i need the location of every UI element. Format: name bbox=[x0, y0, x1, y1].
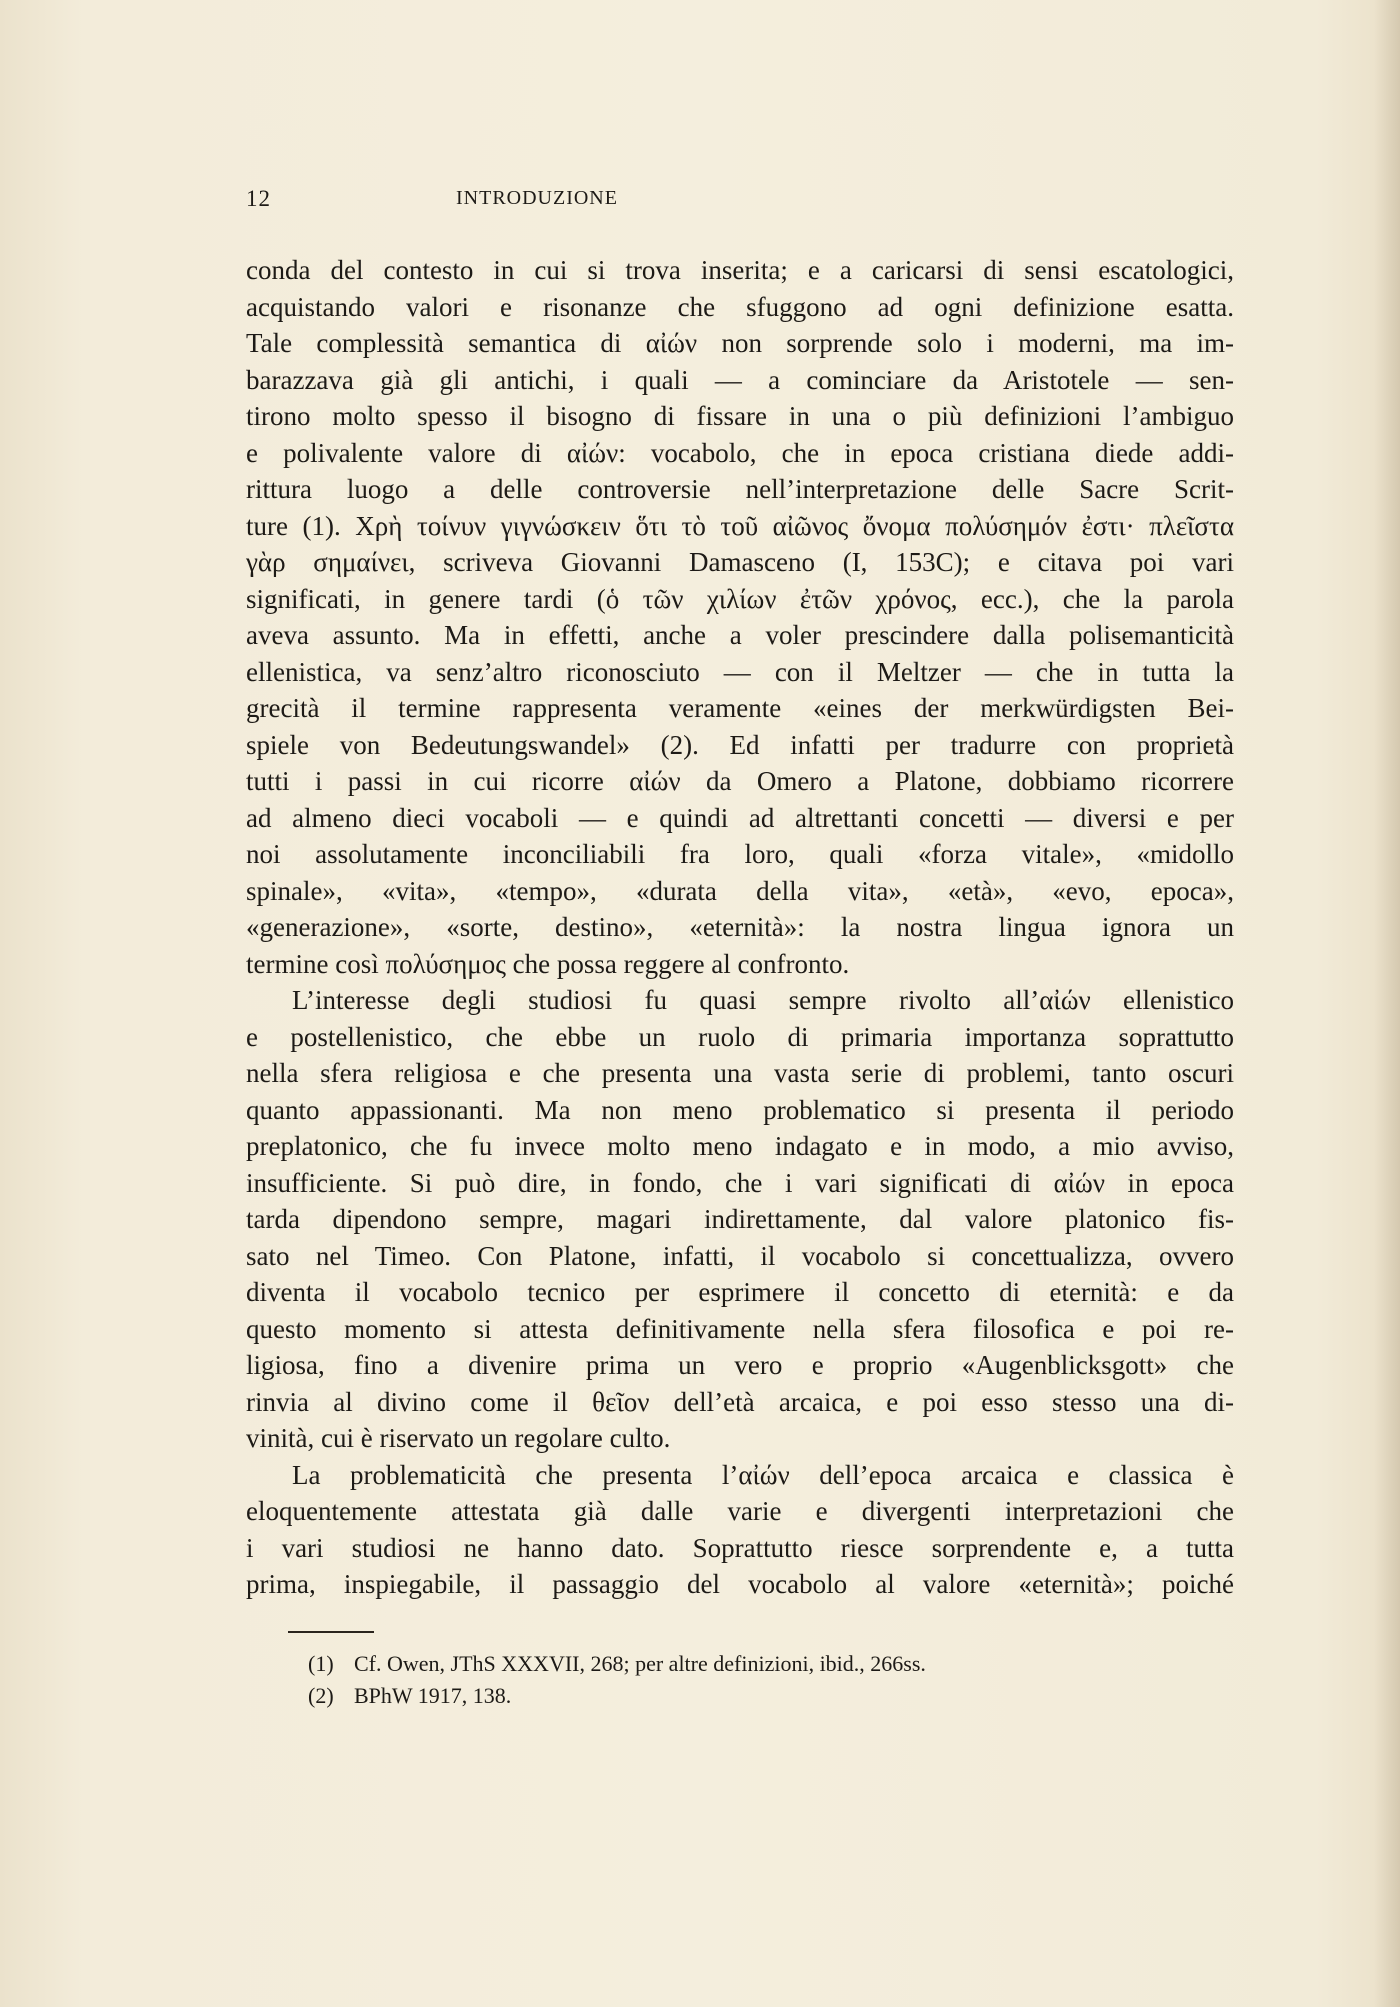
text-line: tarda dipendono sempre, magari indirettamente, dal valore platonico fis- bbox=[246, 1204, 1234, 1234]
text-line: rinvia al divino come il θεῖον dell’età arcaica, e poi esso stesso una di- bbox=[246, 1386, 1234, 1417]
text-line: i vari studiosi ne hanno dato. Soprattutto riesce sorprendente e, a tutta bbox=[246, 1532, 1234, 1563]
text-line: e polivalente valore di αἰών: vocabolo, che in epoca cristiana diede addi- bbox=[246, 437, 1234, 468]
text-line: aveva assunto. Ma in effetti, anche a voler prescindere dalla polisemanticità bbox=[246, 620, 1234, 650]
text-line: significati, in genere tardi (ὁ τῶν χιλίων ἐτῶν χρόνος, ecc.), che la parola bbox=[246, 583, 1234, 614]
text-line: ligiosa, fino a divenire prima un vero e proprio «Augenblicksgott» che bbox=[246, 1350, 1234, 1380]
footnote-text: Cf. Owen, JThS XXXVII, 268; per altre definizioni, ibid., 266ss. bbox=[354, 1651, 926, 1676]
text-line: ad almeno dieci vocaboli — e quindi ad altrettanti concetti — diversi e per bbox=[246, 802, 1234, 833]
running-head: INTRODUZIONE bbox=[456, 187, 618, 209]
text-line: quanto appassionanti. Ma non meno problematico si presenta il periodo bbox=[246, 1094, 1234, 1125]
footnote-divider bbox=[288, 1631, 374, 1633]
text-line: nella sfera religiosa e che presenta una vasta serie di problemi, tanto oscuri bbox=[246, 1058, 1234, 1088]
text-line: noi assolutamente inconciliabili fra loro, quali «forza vitale», «midollo bbox=[246, 839, 1234, 869]
text-line: barazzava già gli antichi, i quali — a cominciare da Aristotele — sen- bbox=[246, 364, 1234, 395]
text-line: prima, inspiegabile, il passaggio del vocabolo al valore «eternità»; poiché bbox=[246, 1569, 1234, 1599]
footnotes bbox=[308, 1648, 1208, 1712]
text-line: eloquentemente attestata già dalle varie e divergenti interpretazioni che bbox=[246, 1496, 1234, 1526]
text-line: sato nel Timeo. Con Platone, infatti, il vocabolo si concettualizza, ovvero bbox=[246, 1240, 1234, 1271]
text-line: e postellenistico, che ebbe un ruolo di primaria importanza soprattutto bbox=[246, 1021, 1234, 1052]
text-line: grecità il termine rappresenta veramente «eines der merkwürdigsten Bei- bbox=[246, 693, 1234, 723]
text-line: conda del contesto in cui si trova inserita; e a caricarsi di sensi escatologici, bbox=[246, 255, 1234, 285]
page-edge-shadow bbox=[1374, 0, 1400, 2007]
text-line: tutti i passi in cui ricorre αἰών da Omero a Platone, dobbiamo ricorrere bbox=[246, 766, 1234, 796]
text-line: spinale», «vita», «tempo», «durata della vita», «età», «evo, epoca», bbox=[246, 875, 1234, 906]
text-line: ellenistica, va senz’altro riconosciuto — con il Meltzer — che in tutta la bbox=[246, 656, 1234, 687]
text-line: La problematicità che presenta l’αἰών dell’epoca arcaica e classica è bbox=[292, 1459, 1234, 1490]
text-line: diventa il vocabolo tecnico per esprimere il concetto di eternità: e da bbox=[246, 1277, 1234, 1307]
page-header bbox=[246, 186, 830, 216]
body-text bbox=[246, 252, 1234, 1603]
text-line: rittura luogo a delle controversie nell’interpretazione delle Sacre Scrit- bbox=[246, 474, 1234, 504]
text-line: γὰρ σημαίνει, scriveva Giovanni Damasceno (I, 153C); e citava poi vari bbox=[246, 547, 1234, 577]
text-line: acquistando valori e risonanze che sfuggono ad ogni definizione esatta. bbox=[246, 291, 1234, 322]
text-line: «generazione», «sorte, destino», «eternità»: la nostra lingua ignora un bbox=[246, 912, 1234, 942]
text-line: L’interesse degli studiosi fu quasi sempre rivolto all’αἰών ellenistico bbox=[292, 985, 1234, 1015]
footnote bbox=[308, 1648, 1208, 1680]
text-line: ture (1). Χρὴ τοίνυν γιγνώσκειν ὅτι τὸ τοῦ αἰῶνος ὄνομα πολύσημόν ἐστι· πλεῖστα bbox=[246, 510, 1234, 541]
text-line: spiele von Bedeutungswandel» (2). Ed infatti per tradurre con proprietà bbox=[246, 729, 1234, 760]
footnote-text: BPhW 1917, 138. bbox=[354, 1683, 512, 1708]
footnote-number: (1) bbox=[308, 1651, 334, 1676]
text-line: tirono molto spesso il bisogno di fissare in una o più definizioni l’ambiguo bbox=[246, 401, 1234, 431]
text-line: vinità, cui è riservato un regolare culto. bbox=[246, 1423, 671, 1453]
footnote bbox=[308, 1680, 1208, 1712]
text-line: questo momento si attesta definitivamente nella sfera filosofica e poi re- bbox=[246, 1313, 1234, 1344]
text-line: Tale complessità semantica di αἰών non sorprende solo i moderni, ma im- bbox=[246, 328, 1234, 358]
page-number: 12 bbox=[246, 186, 271, 211]
text-line: termine così πολύσημος che possa reggere al confronto. bbox=[246, 948, 850, 979]
text-line: preplatonico, che fu invece molto meno indagato e in modo, a mio avviso, bbox=[246, 1131, 1234, 1161]
text-line: insufficiente. Si può dire, in fondo, che i vari significati di αἰών in epoca bbox=[246, 1167, 1234, 1198]
footnote-number: (2) bbox=[308, 1683, 334, 1708]
